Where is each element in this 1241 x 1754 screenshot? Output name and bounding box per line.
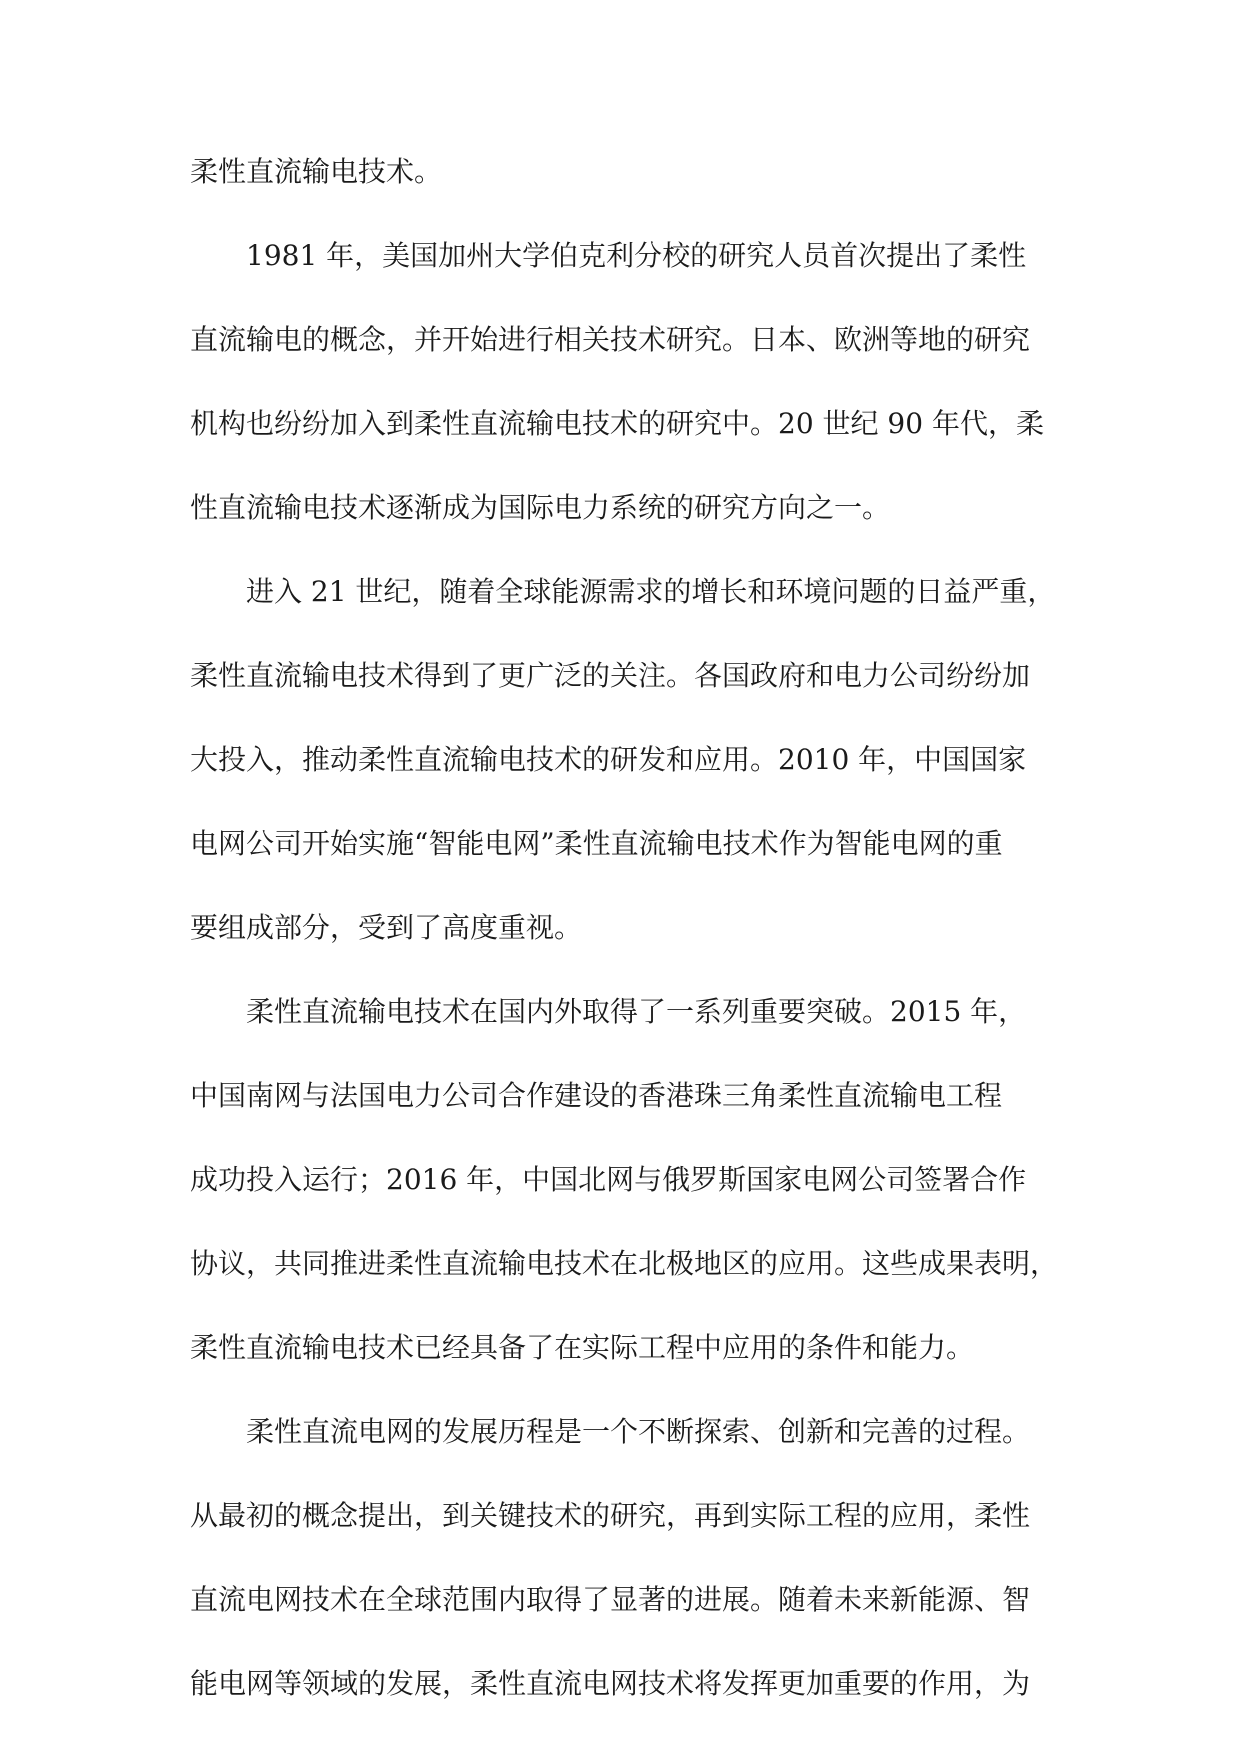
text-line-8: 大投入，推动柔性直流输电技术的研发和应用。2010 年，中国国家 <box>190 743 1027 776</box>
text-line-18: 直流电网技术在全球范围内取得了显著的进展。随着未来新能源、智 <box>190 1583 1031 1616</box>
text-line-5: 性直流输电技术逐渐成为国际电力系统的研究方向之一。 <box>190 491 891 524</box>
text-line-1: 柔性直流输电技术。 <box>190 155 443 188</box>
text-line-6: 进入 21 世纪，随着全球能源需求的增长和环境问题的日益严重， <box>246 575 1056 608</box>
text-line-15: 柔性直流输电技术已经具备了在实际工程中应用的条件和能力。 <box>190 1331 975 1364</box>
text-line-16: 柔性直流电网的发展历程是一个不断探索、创新和完善的过程。 <box>246 1415 1031 1448</box>
text-line-9: 电网公司开始实施“智能电网”柔性直流输电技术作为智能电网的重 <box>190 827 1003 860</box>
text-line-10: 要组成部分，受到了高度重视。 <box>190 911 583 944</box>
text-line-7: 柔性直流输电技术得到了更广泛的关注。各国政府和电力公司纷纷加 <box>190 659 1031 692</box>
text-line-4: 机构也纷纷加入到柔性直流输电技术的研究中。20 世纪 90 年代，柔 <box>190 407 1044 440</box>
text-line-17: 从最初的概念提出，到关键技术的研究，再到实际工程的应用，柔性 <box>190 1499 1031 1532</box>
text-line-3: 直流输电的概念，并开始进行相关技术研究。日本、欧洲等地的研究 <box>190 323 1031 356</box>
text-line-19: 能电网等领域的发展，柔性直流电网技术将发挥更加重要的作用，为 <box>190 1667 1031 1700</box>
text-line-11: 柔性直流输电技术在国内外取得了一系列重要突破。2015 年， <box>246 995 1027 1028</box>
text-line-14: 协议，共同推进柔性直流输电技术在北极地区的应用。这些成果表明， <box>190 1247 1059 1280</box>
text-line-12: 中国南网与法国电力公司合作建设的香港珠三角柔性直流输电工程 <box>190 1079 1003 1112</box>
text-line-13: 成功投入运行；2016 年，中国北网与俄罗斯国家电网公司签署合作 <box>190 1163 1027 1196</box>
text-line-2: 1981 年，美国加州大学伯克利分校的研究人员首次提出了柔性 <box>246 239 1027 272</box>
document-body <box>190 140 1070 1736</box>
